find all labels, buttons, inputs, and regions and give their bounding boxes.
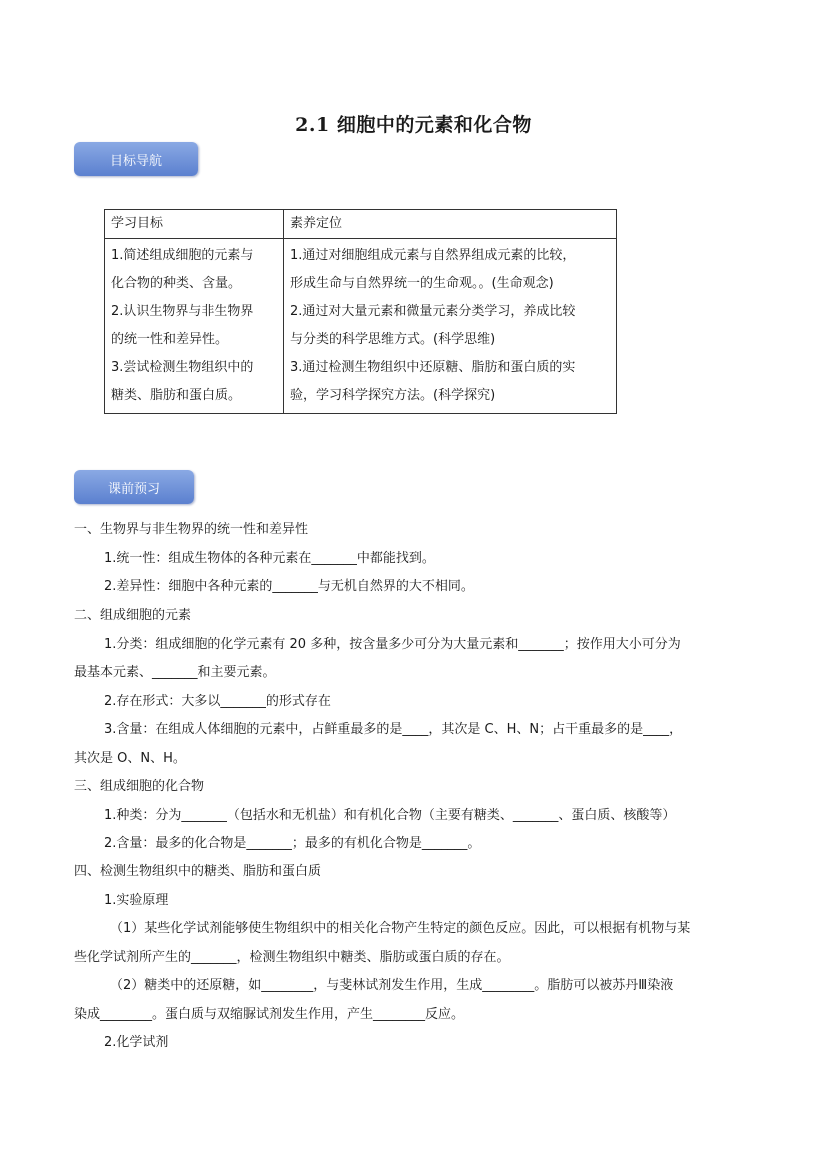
section-heading-2: 二、组成细胞的元素 [74,608,192,623]
cell-line: 糖类、脂肪和蛋白质。 [111,388,242,403]
text-line: 1.分类：组成细胞的化学元素有 20 多种，按含量多少可分为大量元素和_______；按作用大小可分为 [104,637,681,652]
section-heading-3: 三、组成细胞的化合物 [74,779,205,794]
literacy-cell [284,239,617,414]
table-header-row [105,210,617,239]
cell-line: 3.通过检测生物组织中还原糖、脂肪和蛋白质的实 [290,360,576,375]
section-heading-1: 一、生物界与非生物界的统一性和差异性 [74,522,309,537]
table-header-literacy: 素养定位 [284,210,617,239]
table-row [105,239,617,414]
text-line: 2.化学试剂 [104,1035,169,1050]
cell-line: 的统一性和差异性。 [111,332,229,347]
cell-line: 3.尝试检测生物组织中的 [111,360,254,375]
text-line: 2.存在形式：大多以_______的形式存在 [104,694,331,709]
text-line: 2.含量：最多的化合物是_______；最多的有机化合物是_______。 [104,836,481,851]
section-button-goals[interactable]: 目标导航 [74,142,198,176]
cell-line: 化合物的种类、含量。 [111,276,242,291]
text-line: 1.实验原理 [104,893,169,908]
section-heading-4: 四、检测生物组织中的糖类、脂肪和蛋白质 [74,864,322,879]
cell-line: 验，学习科学探究方法。(科学探究) [290,388,496,403]
text-line: 其次是 O、N、H。 [74,751,186,766]
cell-line: 形成生命与自然界统一的生命观。。(生命观念) [290,276,554,291]
cell-line: 与分类的科学思维方式。(科学思维) [290,332,496,347]
text-line: 些化学试剂所产生的_______，检测生物组织中糖类、脂肪或蛋白质的存在。 [74,950,510,965]
text-line: （1）某些化学试剂能够使生物组织中的相关化合物产生特定的颜色反应。因此，可以根据有机物与某 [110,921,691,936]
text-line: 1.统一性：组成生物体的各种元素在_______中都能找到。 [104,551,435,566]
goals-table [104,209,617,414]
page-title: 2.1 细胞中的元素和化合物 [295,114,532,136]
text-line: 最基本元素、_______和主要元素。 [74,665,276,680]
cell-line: 1.通过对细胞组成元素与自然界组成元素的比较， [290,248,576,263]
cell-line: 1.简述组成细胞的元素与 [111,248,254,263]
section-button-preview[interactable]: 课前预习 [74,470,194,504]
text-line: 1.种类：分为_______（包括水和无机盐）和有机化合物（主要有糖类、_______、蛋白质、核酸等） [104,808,676,823]
cell-line: 2.通过对大量元素和微量元素分类学习，养成比较 [290,304,576,319]
learning-goals-cell [105,239,284,414]
text-line: （2）糖类中的还原糖，如________，与斐林试剂发生作用，生成________。脂肪可以被苏丹Ⅲ染液 [110,978,674,993]
text-line: 3.含量：在组成人体细胞的元素中，占鲜重最多的是____，其次是 C、H、N；占干重最多的是____， [104,722,683,737]
cell-line: 2.认识生物界与非生物界 [111,304,254,319]
text-line: 染成________。蛋白质与双缩脲试剂发生作用，产生________反应。 [74,1007,465,1022]
table-header-learning-goals: 学习目标 [105,210,284,239]
text-line: 2.差异性：细胞中各种元素的_______与无机自然界的大不相同。 [104,579,474,594]
